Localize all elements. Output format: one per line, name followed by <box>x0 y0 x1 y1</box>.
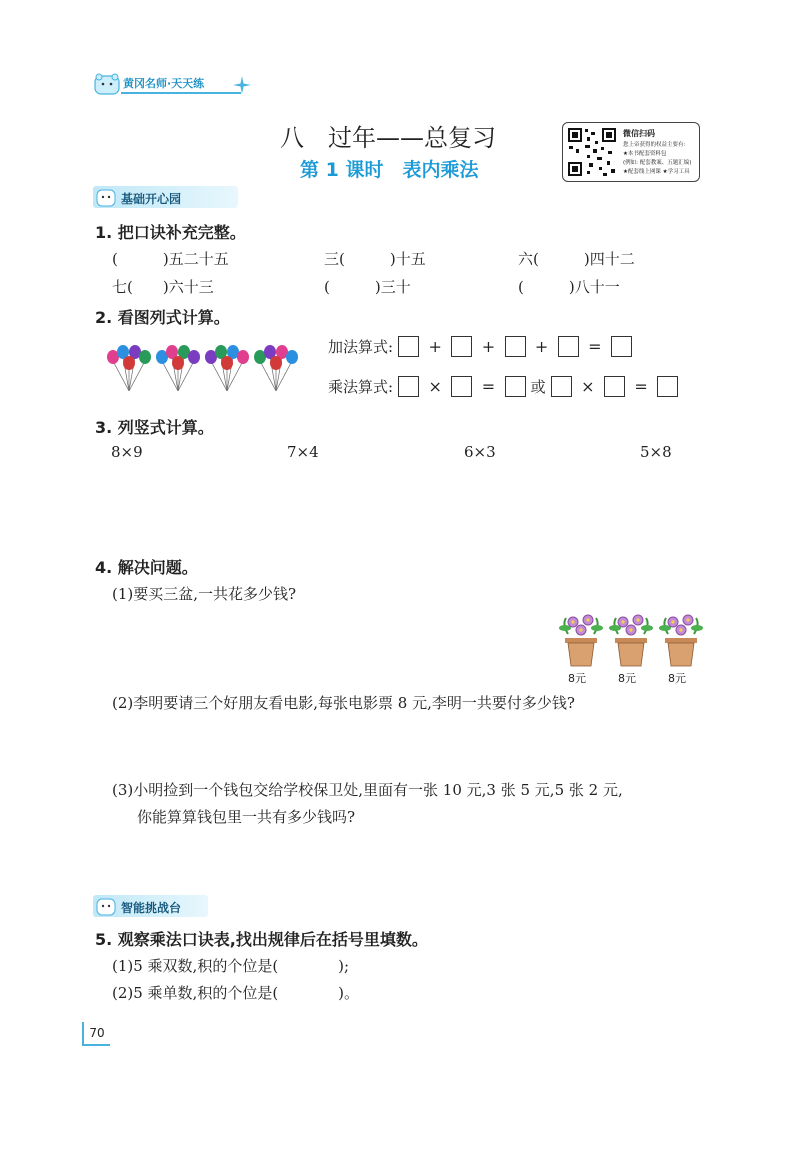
plus-sign: + <box>534 337 549 356</box>
problem-1-text: (1)要买三盆,一共花多少钱? <box>112 585 297 603</box>
answer-box[interactable] <box>505 336 526 357</box>
flower-pot-icon <box>658 612 704 668</box>
balloon-bunch-icon <box>154 343 202 393</box>
price-label: 8元 <box>568 672 586 685</box>
lesson-title: 第 1 课时 表内乘法 <box>300 159 479 181</box>
flower-pots-illustration <box>558 612 704 690</box>
flower-pot-item <box>658 612 704 690</box>
formula-blank[interactable]: ( )五二十五 <box>112 250 229 268</box>
question-4-title: 4. 解决问题。 <box>95 558 198 577</box>
formula-blank[interactable]: 三( )十五 <box>324 250 426 268</box>
times-sign: × <box>581 377 595 396</box>
flower-pot-icon <box>608 612 654 668</box>
bear-icon <box>95 895 117 917</box>
balloon-illustration <box>105 343 300 393</box>
flower-pot-item <box>558 612 604 690</box>
answer-box[interactable] <box>505 376 526 397</box>
balloon-bunch-icon <box>252 343 300 393</box>
problem-2-text: (2)李明要请三个好朋友看电影,每张电影票 8 元,李明一共要付多少钱? <box>112 694 575 712</box>
section-banner-basics <box>93 186 238 208</box>
question-2-title: 2. 看图列式计算。 <box>95 308 230 327</box>
multiplication-label: 乘法算式: <box>328 378 394 396</box>
problem-3-text: (3)小明捡到一个钱包交给学校保卫处,里面有一张 10 元,3 张 5 元,5 张 2 元, <box>112 781 623 799</box>
section-title: 基础开心园 <box>121 192 182 206</box>
answer-box[interactable] <box>657 376 678 397</box>
vertical-calc-item: 5×8 <box>640 443 672 461</box>
brand-text: 黄冈名师·天天练 <box>123 77 205 90</box>
header-brand <box>93 72 253 96</box>
price-label: 8元 <box>668 672 686 685</box>
problem-3-text-cont: 你能算算钱包里一共有多少钱吗? <box>137 808 356 826</box>
plus-sign: + <box>428 337 442 356</box>
formula-blank[interactable]: ( )三十 <box>324 278 411 296</box>
qr-panel <box>562 122 700 182</box>
page-number: 70 <box>82 1022 110 1046</box>
bear-logo-icon <box>93 72 121 96</box>
answer-box[interactable] <box>451 336 472 357</box>
addition-label: 加法算式: <box>328 338 394 356</box>
formula-blank[interactable]: ( )八十一 <box>518 278 620 296</box>
multiplication-equation <box>328 376 678 397</box>
fill-blank-line[interactable]: (2)5 乘单数,积的个位是( )。 <box>112 984 360 1002</box>
balloon-bunch-icon <box>105 343 153 393</box>
section-banner-challenge <box>93 895 208 917</box>
vertical-calc-item: 8×9 <box>111 443 143 461</box>
answer-box[interactable] <box>451 376 472 397</box>
sparkle-icon <box>233 76 251 94</box>
price-label: 8元 <box>618 672 636 685</box>
addition-equation <box>328 336 632 357</box>
answer-box[interactable] <box>604 376 625 397</box>
answer-box[interactable] <box>551 376 572 397</box>
question-3-title: 3. 列竖式计算。 <box>95 418 214 437</box>
brand-underline <box>121 92 241 94</box>
equals-sign: = <box>634 377 648 396</box>
balloon-bunch-icon <box>203 343 251 393</box>
qr-title: 微信扫码 <box>623 129 655 138</box>
section-title: 智能挑战台 <box>121 901 182 915</box>
flower-pot-item <box>608 612 654 690</box>
answer-box[interactable] <box>398 336 419 357</box>
formula-blank[interactable]: 七( )六十三 <box>112 278 214 296</box>
vertical-calc-item: 6×3 <box>464 443 496 461</box>
times-sign: × <box>428 377 442 396</box>
answer-box[interactable] <box>611 336 632 357</box>
equals-sign: = <box>588 337 602 356</box>
qr-line: ★配套线上网课 ★学习工具 <box>623 169 690 175</box>
bear-icon <box>95 186 117 208</box>
or-text: 或 <box>530 378 546 396</box>
fill-blank-line[interactable]: (1)5 乘双数,积的个位是( ); <box>112 957 350 975</box>
qr-line: (例如: 配套教案、五题汇编) <box>623 160 692 166</box>
answer-box[interactable] <box>558 336 579 357</box>
answer-box[interactable] <box>398 376 419 397</box>
flower-pot-icon <box>558 612 604 668</box>
question-5-title: 5. 观察乘法口诀表,找出规律后在括号里填数。 <box>95 930 428 949</box>
qr-line: 您上帝获得的权益主要有: <box>623 142 686 148</box>
vertical-calc-item: 7×4 <box>287 443 319 461</box>
qr-line: ★本书配套资料包 <box>623 151 667 157</box>
plus-sign: + <box>481 337 496 356</box>
question-1-title: 1. 把口诀补充完整。 <box>95 223 246 242</box>
qr-code-icon[interactable] <box>567 127 617 177</box>
equals-sign: = <box>481 377 496 396</box>
formula-blank[interactable]: 六( )四十二 <box>518 250 635 268</box>
unit-title: 八 过年——总复习 <box>280 124 496 152</box>
